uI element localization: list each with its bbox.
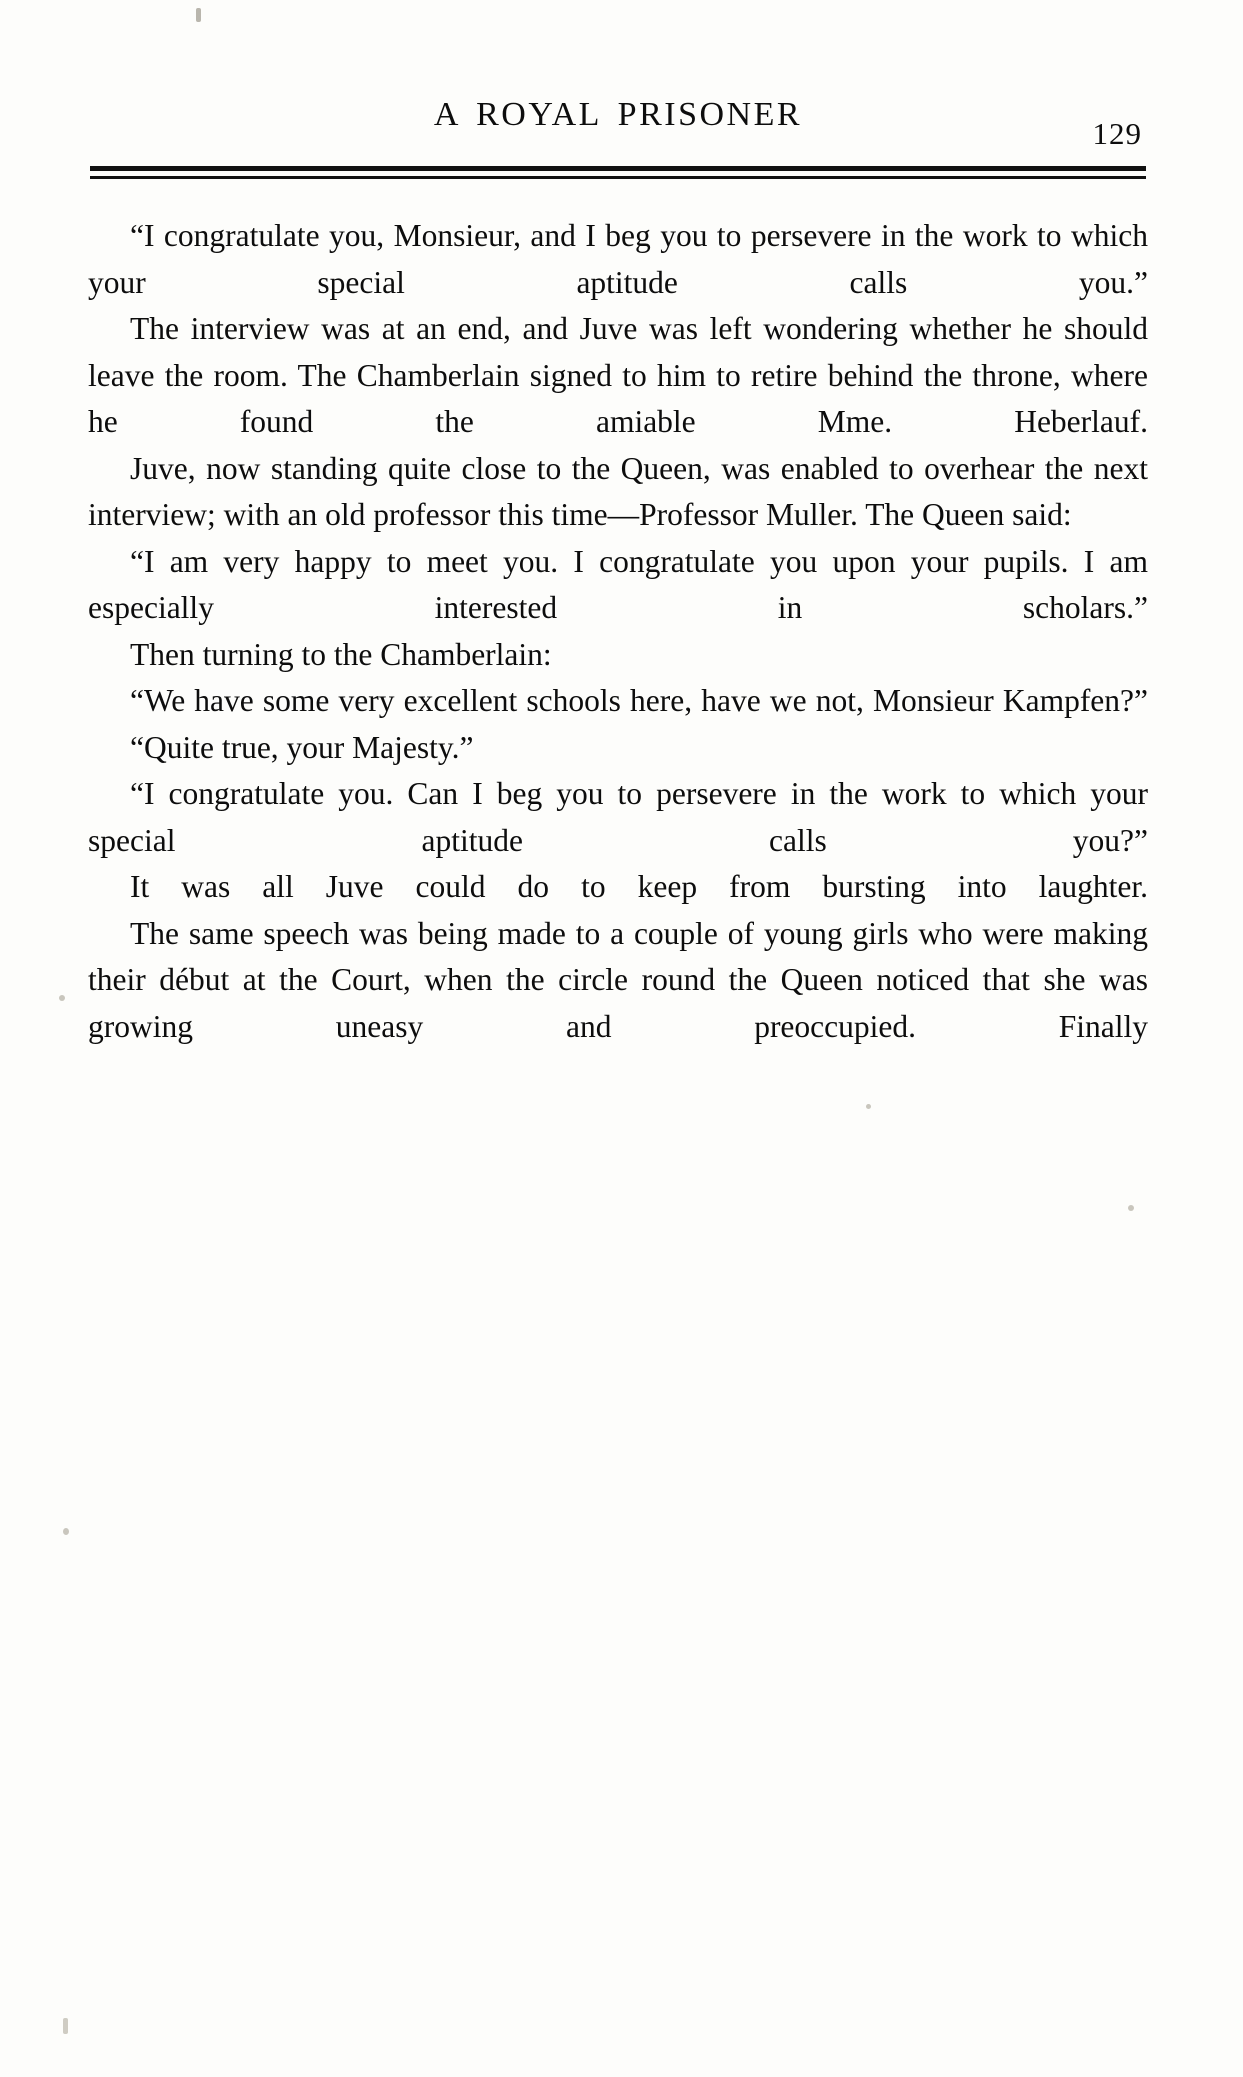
- page-speck: [196, 8, 201, 22]
- running-title: A ROYAL PRISONER: [433, 96, 803, 133]
- page-speck: [63, 2018, 68, 2034]
- page-speck: [1128, 1205, 1134, 1211]
- paragraph: The interview was at an end, and Juve was left wondering whether he should leave the room. The Chamberlain signed to him to retire behind the throne, where he found the amiable Mme. Heberlauf.: [88, 311, 1148, 439]
- paragraph: It was all Juve could do to keep from bursting into laughter.: [130, 869, 1148, 904]
- page-speck: [63, 1528, 69, 1535]
- paragraph: “We have some very excellent schools here, have we not, Monsieur Kampfen?”: [130, 683, 1148, 718]
- paragraph: “I congratulate you. Can I beg you to persevere in the work to which your special aptitude calls you?”: [88, 776, 1148, 858]
- body-text: [88, 213, 1148, 1050]
- paragraph: “I congratulate you, Monsieur, and I beg you to persevere in the work to which your special aptitude calls you.”: [88, 218, 1148, 300]
- page-speck: [866, 1104, 871, 1109]
- paragraph: “I am very happy to meet you. I congratulate you upon your pupils. I am especially interested in scholars.”: [88, 543, 1148, 625]
- header-rule: [88, 166, 1148, 179]
- paragraph: “Quite true, your Majesty.”: [130, 729, 474, 765]
- paragraph: The same speech was being made to a couple of young girls who were making their début at the Court, when the circle round the Queen noticed that she was growing uneasy and preoccupied. Finally: [88, 915, 1148, 1044]
- paragraph: Juve, now standing quite close to the Queen, was enabled to overhear the next interview; with an old professor this time—Professor Muller. The Queen said:: [88, 450, 1148, 532]
- paragraph: Then turning to the Chamberlain:: [130, 636, 552, 672]
- page-content: [88, 96, 1148, 1050]
- page-number: 129: [1092, 116, 1142, 151]
- rule-thin: [90, 176, 1146, 179]
- page-speck: [59, 995, 65, 1001]
- page-header: [88, 96, 1148, 154]
